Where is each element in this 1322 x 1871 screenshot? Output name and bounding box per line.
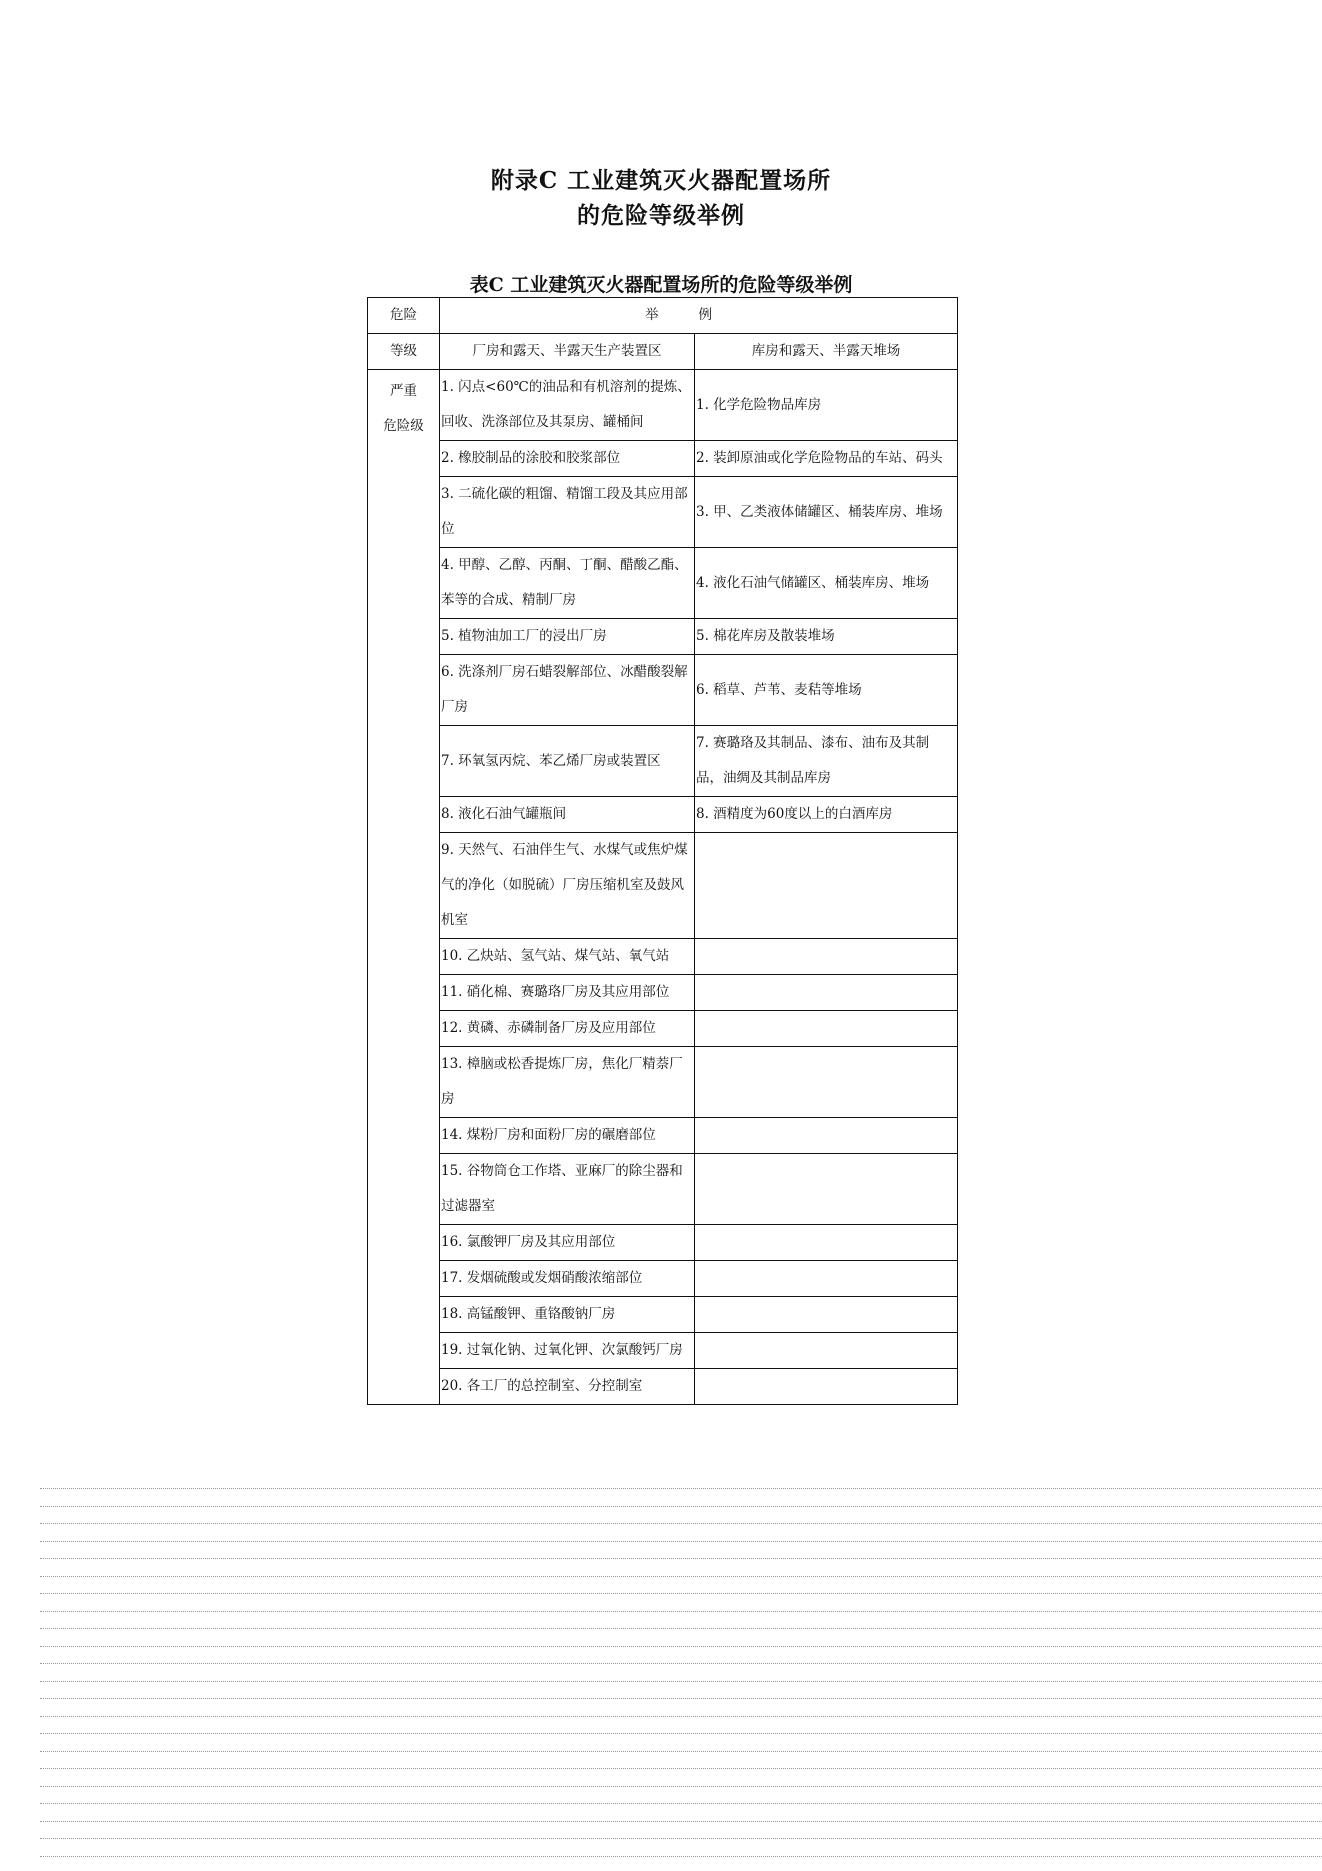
warehouse-cell xyxy=(695,939,958,975)
dotted-line xyxy=(40,1838,1322,1839)
dotted-line xyxy=(40,1803,1322,1804)
dotted-line xyxy=(40,1593,1322,1594)
warehouse-cell xyxy=(695,1154,958,1225)
factory-cell: 17. 发烟硫酸或发烟硝酸浓缩部位 xyxy=(440,1261,695,1297)
factory-cell: 16. 氯酸钾厂房及其应用部位 xyxy=(440,1225,695,1261)
dotted-line xyxy=(40,1786,1322,1787)
table-row xyxy=(368,1047,958,1118)
dotted-line xyxy=(40,1821,1322,1822)
factory-cell: 13. 樟脑或松香提炼厂房，焦化厂精萘厂房 xyxy=(440,1047,695,1118)
table-row xyxy=(368,1333,958,1369)
warehouse-cell: 4. 液化石油气储罐区、桶装库房、堆场 xyxy=(695,548,958,619)
header-level-2: 等级 xyxy=(368,334,440,370)
table-header-row-2 xyxy=(368,334,958,370)
factory-cell: 20. 各工厂的总控制室、分控制室 xyxy=(440,1369,695,1405)
dotted-line xyxy=(40,1768,1322,1769)
table-row xyxy=(368,1369,958,1405)
warehouse-cell: 6. 稻草、芦苇、麦秸等堆场 xyxy=(695,655,958,726)
factory-cell: 7. 环氧氢丙烷、苯乙烯厂房或装置区 xyxy=(440,726,695,797)
factory-cell: 5. 植物油加工厂的浸出厂房 xyxy=(440,619,695,655)
factory-cell: 6. 洗涤剂厂房石蜡裂解部位、冰醋酸裂解厂房 xyxy=(440,655,695,726)
warehouse-cell xyxy=(695,1369,958,1405)
warehouse-cell xyxy=(695,975,958,1011)
table-row xyxy=(368,939,958,975)
table-row xyxy=(368,548,958,619)
dotted-line xyxy=(40,1751,1322,1752)
warehouse-cell xyxy=(695,1297,958,1333)
dotted-line xyxy=(40,1523,1322,1524)
dotted-line xyxy=(40,1681,1322,1682)
warehouse-cell xyxy=(695,1333,958,1369)
hazard-level-cell xyxy=(368,370,440,1405)
table-row xyxy=(368,1297,958,1333)
table-row xyxy=(368,726,958,797)
warehouse-cell xyxy=(695,1118,958,1154)
warehouse-cell xyxy=(695,1225,958,1261)
factory-cell: 18. 高锰酸钾、重铬酸钠厂房 xyxy=(440,1297,695,1333)
table-row xyxy=(368,441,958,477)
warehouse-cell xyxy=(695,1047,958,1118)
factory-cell: 14. 煤粉厂房和面粉厂房的碾磨部位 xyxy=(440,1118,695,1154)
factory-cell: 4. 甲醇、乙醇、丙酮、丁酮、醋酸乙酯、苯等的合成、精制厂房 xyxy=(440,548,695,619)
warehouse-cell: 1. 化学危险物品库房 xyxy=(695,370,958,441)
header-level: 危险 xyxy=(368,298,440,334)
table-caption: 表C 工业建筑灭火器配置场所的危险等级举例 xyxy=(469,274,853,296)
header-warehouse: 库房和露天、半露天堆场 xyxy=(695,334,958,370)
table-row xyxy=(368,975,958,1011)
warehouse-cell: 8. 酒精度为60度以上的白酒库房 xyxy=(695,797,958,833)
factory-cell: 1. 闪点<60℃的油品和有机溶剂的提炼、回收、洗涤部位及其泵房、罐桶间 xyxy=(440,370,695,441)
dotted-line xyxy=(40,1576,1322,1577)
dotted-line xyxy=(40,1611,1322,1612)
table-row xyxy=(368,477,958,548)
table-row xyxy=(368,833,958,939)
header-factory: 厂房和露天、半露天生产装置区 xyxy=(440,334,695,370)
hazard-level-table xyxy=(367,297,958,1405)
dotted-line xyxy=(40,1558,1322,1559)
factory-cell: 8. 液化石油气罐瓶间 xyxy=(440,797,695,833)
factory-cell: 19. 过氧化钠、过氧化钾、次氯酸钙厂房 xyxy=(440,1333,695,1369)
warehouse-cell xyxy=(695,1261,958,1297)
dotted-line xyxy=(40,1628,1322,1629)
warehouse-cell xyxy=(695,1011,958,1047)
table-header-row-1 xyxy=(368,298,958,334)
dotted-line xyxy=(40,1506,1322,1507)
warehouse-cell: 7. 赛璐珞及其制品、漆布、油布及其制品，油绸及其制品库房 xyxy=(695,726,958,797)
appendix-title-line2: 的危险等级举例 xyxy=(577,202,745,229)
table-row xyxy=(368,619,958,655)
factory-cell: 2. 橡胶制品的涂胶和胶浆部位 xyxy=(440,441,695,477)
factory-cell: 10. 乙炔站、氢气站、煤气站、氧气站 xyxy=(440,939,695,975)
table-row xyxy=(368,1225,958,1261)
warehouse-cell: 3. 甲、乙类液体储罐区、桶装库房、堆场 xyxy=(695,477,958,548)
table-row xyxy=(368,1011,958,1047)
dotted-line xyxy=(40,1856,1322,1857)
warehouse-cell: 5. 棉花库房及散装堆场 xyxy=(695,619,958,655)
factory-cell: 3. 二硫化碳的粗馏、精馏工段及其应用部位 xyxy=(440,477,695,548)
table-row xyxy=(368,370,958,441)
table-row xyxy=(368,797,958,833)
dotted-line xyxy=(40,1663,1322,1664)
hazard-level-label-2: 危险级 xyxy=(383,418,424,434)
dotted-line xyxy=(40,1733,1322,1734)
factory-cell: 12. 黄磷、赤磷制备厂房及应用部位 xyxy=(440,1011,695,1047)
dotted-line xyxy=(40,1698,1322,1699)
dotted-line xyxy=(40,1646,1322,1647)
dotted-line xyxy=(40,1488,1322,1489)
table-row xyxy=(368,655,958,726)
dotted-line xyxy=(40,1541,1322,1542)
dotted-line xyxy=(40,1716,1322,1717)
hazard-level-label: 严重 xyxy=(390,383,417,399)
warehouse-cell: 2. 装卸原油或化学危险物品的车站、码头 xyxy=(695,441,958,477)
appendix-title: 附录C 工业建筑灭火器配置场所 xyxy=(490,167,832,194)
factory-cell: 11. 硝化棉、赛璐珞厂房及其应用部位 xyxy=(440,975,695,1011)
table-row xyxy=(368,1118,958,1154)
warehouse-cell xyxy=(695,833,958,939)
factory-cell: 15. 谷物筒仓工作塔、亚麻厂的除尘器和过滤器室 xyxy=(440,1154,695,1225)
factory-cell: 9. 天然气、石油伴生气、水煤气或焦炉煤气的净化（如脱硫）厂房压缩机室及鼓风机室 xyxy=(440,833,695,939)
table-row xyxy=(368,1154,958,1225)
table-row xyxy=(368,1261,958,1297)
header-examples: 举例 xyxy=(440,298,958,334)
